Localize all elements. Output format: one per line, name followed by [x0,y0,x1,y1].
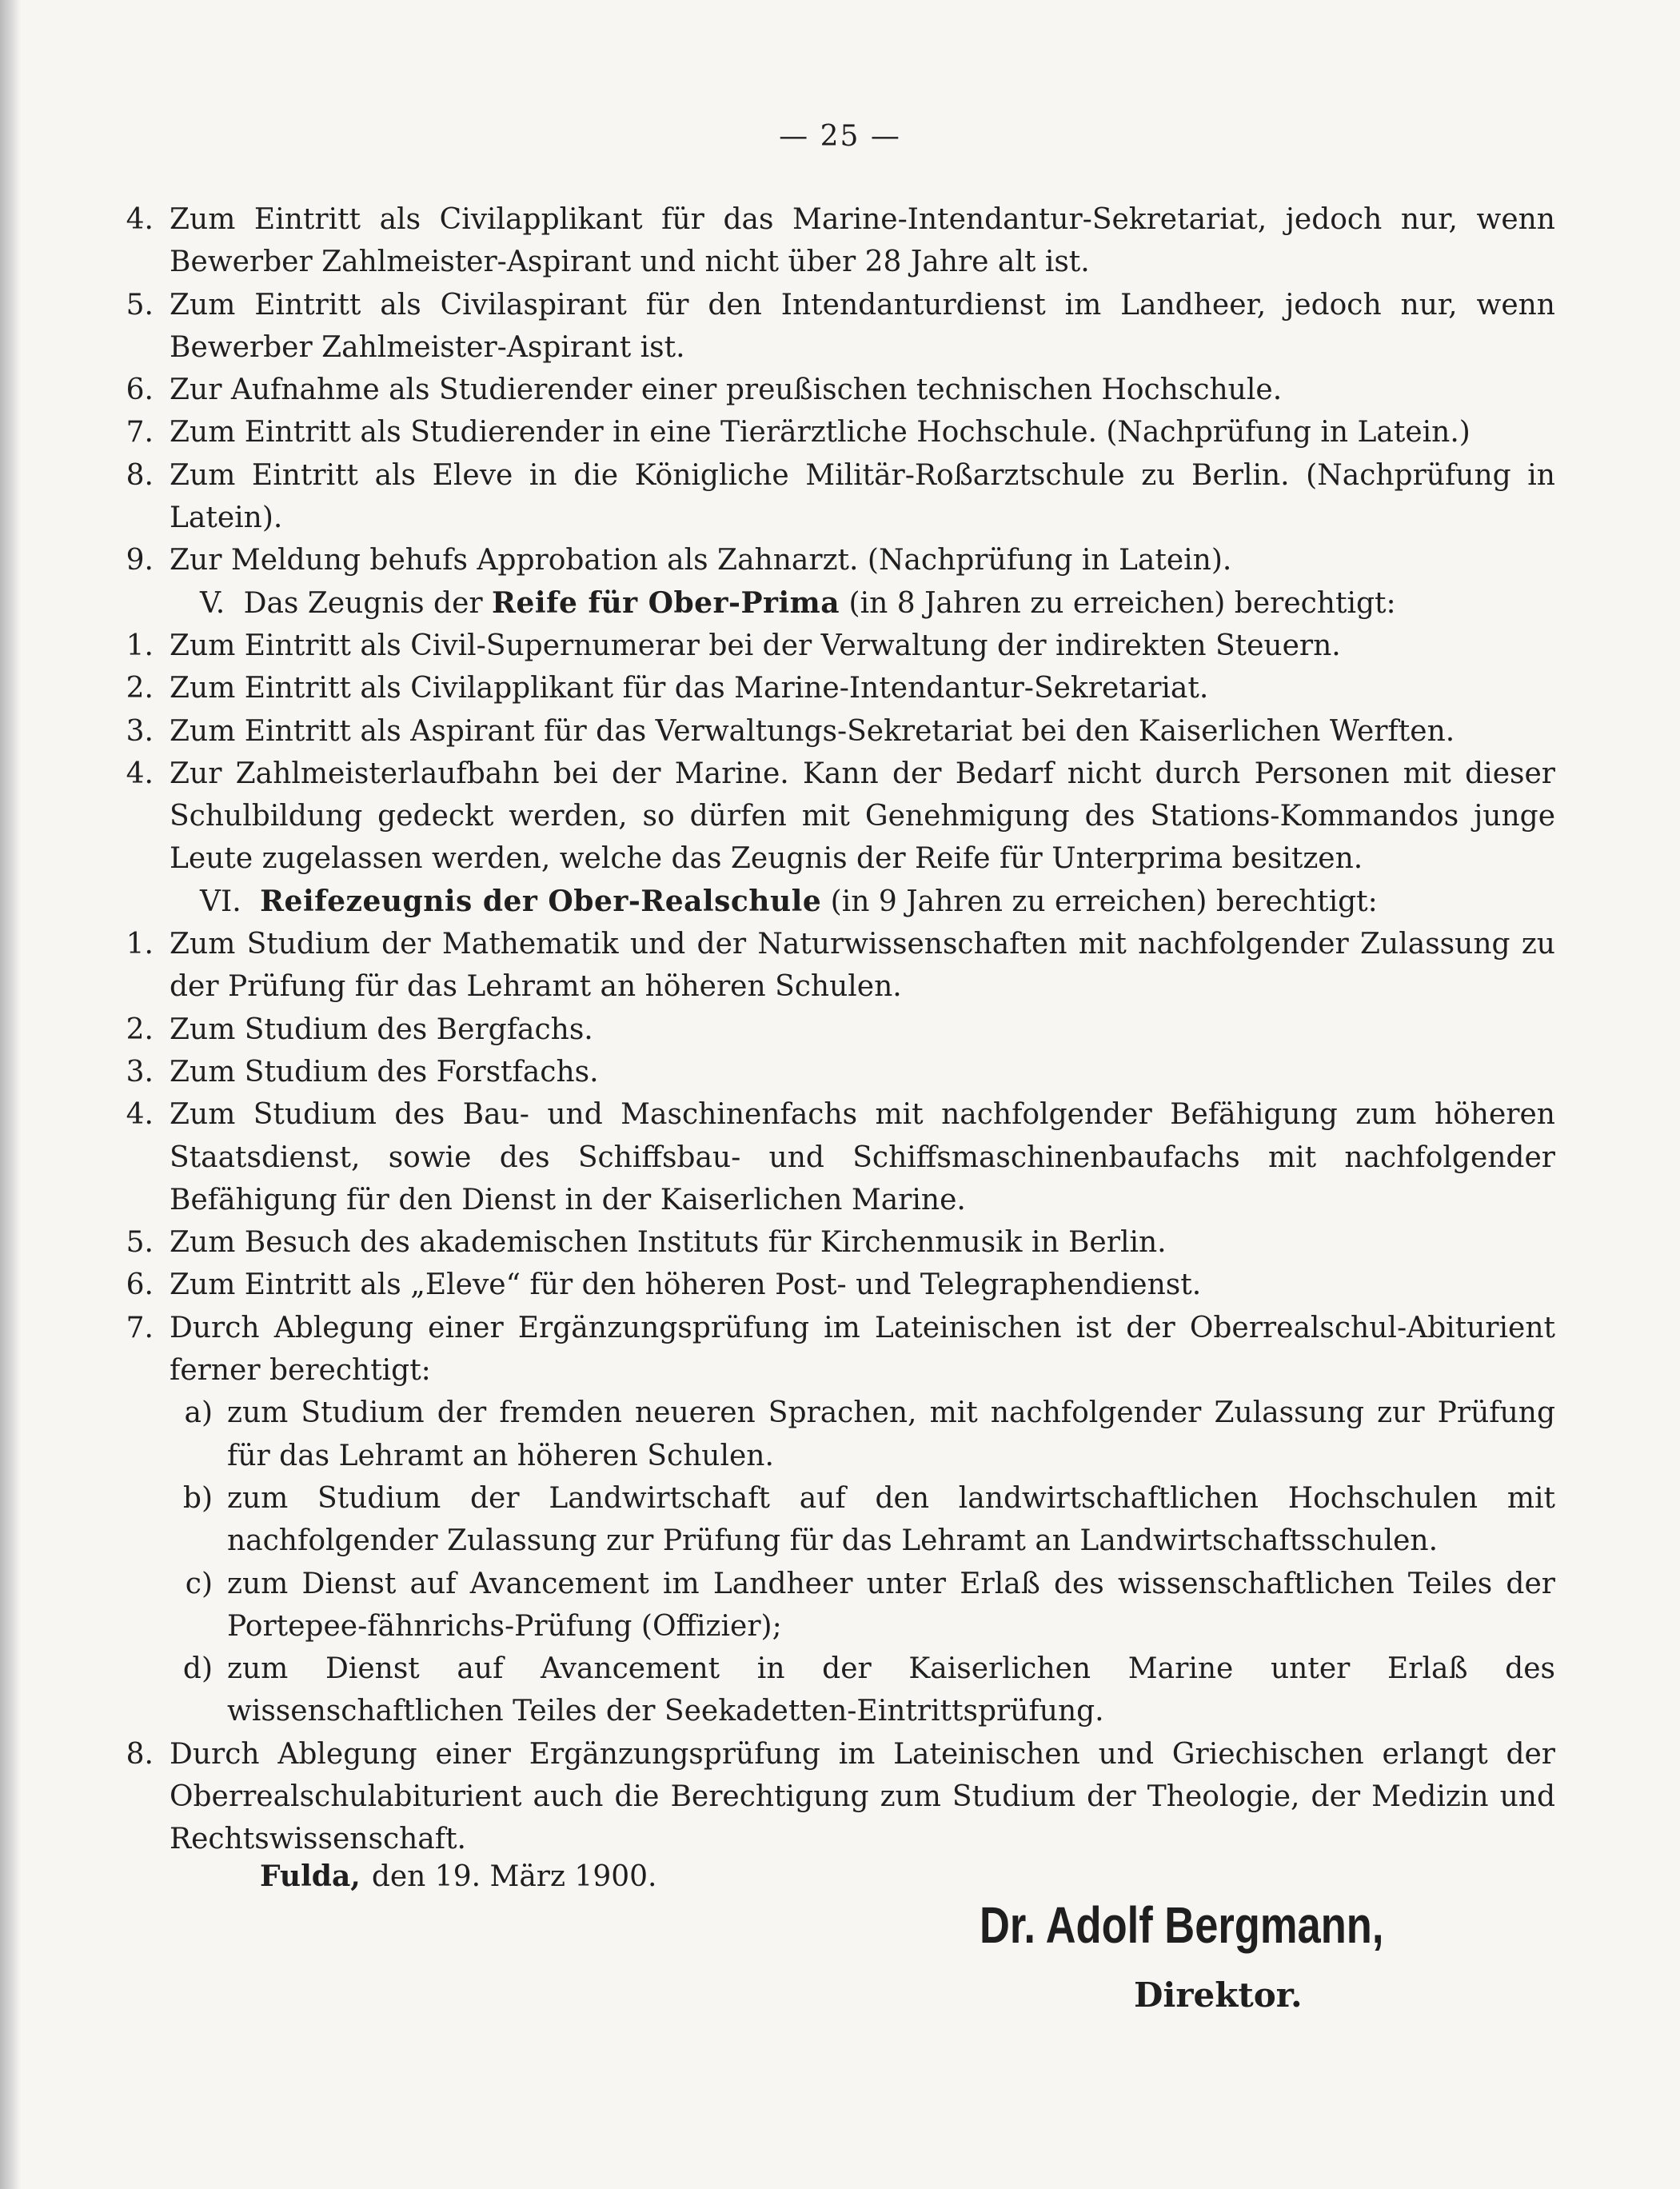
list-item: 8. Zum Eintritt als Eleve in die Königliche Militär-Roßarztschule zu Berlin. (Nachprüfung in Latein). [126,458,1555,535]
list-item: 1. Zum Eintritt als Civil-Supernumerar bei der Verwaltung der indirekten Steuern. [126,629,1341,662]
section-vi-heading: VI. Reifezeugnis der Ober-Realschule (in 9 Jahren zu erreichen) berechtigt: [200,884,1378,918]
list-item: 5. Zum Besuch des akademischen Instituts für Kirchenmusik in Berlin. [126,1226,1167,1260]
date-line: Fulda, den 19. März 1900. [260,1859,657,1893]
sub-list-item: d) zum Dienst auf Avancement in der Kaiserlichen Marine unter Erlaß des wissenschaftlichen Teiles der Seekadetten-Eintrittsprüfung. [182,1652,1555,1728]
signature-name: Dr. Adolf Bergmann, [980,1896,1384,1954]
list-item: 4. Zur Zahlmeisterlaufbahn bei der Marine. Kann der Bedarf nicht durch Personen mit dieser Schulbildung gedeckt werden, so dürfen mit Genehmigung des Stations-Kommandos junge Leute zugelassen werden, welche das Zeugnis der Reife für Unterprima besitzen. [126,757,1555,876]
sub-list-item: b) zum Studium der Landwirtschaft auf den landwirtschaftlichen Hochschulen mit nachfolgender Zulassung zur Prüfung für das Lehramt an Landwirtschaftsschulen. [182,1481,1555,1558]
section-v-heading: V. Das Zeugnis der Reife für Ober-Prima (in 8 Jahren zu erreichen) berechtigt: [200,585,1396,620]
document-body [104,198,1555,1861]
list-item: 4. Zum Eintritt als Civilapplikant für das Marine-Intendantur-Sekretariat, jedoch nur, wenn Bewerber Zahlmeister-Aspirant und nicht über 28 Jahre alt ist. [126,203,1555,279]
list-item: 6. Zur Aufnahme als Studierender einer preußischen technischen Hochschule. [126,373,1283,407]
list-item: 5. Zum Eintritt als Civilaspirant für den Intendanturdienst im Landheer, jedoch nur, wenn Bewerber Zahlmeister-Aspirant ist. [126,288,1555,364]
signature-title: Direktor. [1134,1975,1303,2015]
list-item: 1. Zum Studium der Mathematik und der Naturwissenschaften mit nachfolgender Zulassung zu der Prüfung für das Lehramt an höheren Schulen. [126,928,1555,1004]
list-item: 8. Durch Ablegung einer Ergänzungsprüfung im Lateinischen und Griechischen erlangt der Oberrealschulabiturient auch die Berechtigung zum Studium der Theologie, der Medizin und Rechtswissenschaft. [126,1737,1555,1856]
list-item: 9. Zur Meldung behufs Approbation als Zahnarzt. (Nachprüfung in Latein). [126,544,1232,577]
page-number: — 25 — [779,120,901,153]
list-item: 4. Zum Studium des Bau- und Maschinenfachs mit nachfolgender Befähigung zum höheren Staatsdienst, sowie des Schiffsbau- und Schiffsmaschinenbaufachs mit nachfolgender Befähigung für den Dienst in der Kaiserlichen Marine. [126,1098,1555,1216]
list-item: 7. Durch Ablegung einer Ergänzungsprüfung im Lateinischen ist der Oberrealschul-Abiturient ferner berechtigt: [126,1311,1555,1388]
sub-list-item: a) zum Studium der fremden neueren Sprachen, mit nachfolgender Zulassung zur Prüfung für das Lehramt an höheren Schulen. [184,1396,1555,1472]
page-spine-shadow [0,0,21,2189]
list-item: 6. Zum Eintritt als „Eleve“ für den höheren Post- und Telegraphendienst. [126,1268,1202,1302]
list-item: 3. Zum Studium des Forstfachs. [126,1055,599,1089]
sub-list-item: c) zum Dienst auf Avancement im Landheer unter Erlaß des wissenschaftlichen Teiles der Portepee-fähnrichs-Prüfung (Offizier); [185,1567,1555,1643]
list-item: 7. Zum Eintritt als Studierender in eine Tierärztliche Hochschule. (Nachprüfung in Latein.) [126,416,1470,449]
list-item: 2. Zum Studium des Bergfachs. [126,1013,593,1046]
list-item: 2. Zum Eintritt als Civilapplikant für das Marine-Intendantur-Sekretariat. [126,672,1209,705]
list-item: 3. Zum Eintritt als Aspirant für das Verwaltungs-Sekretariat bei den Kaiserlichen Werften. [126,714,1455,748]
